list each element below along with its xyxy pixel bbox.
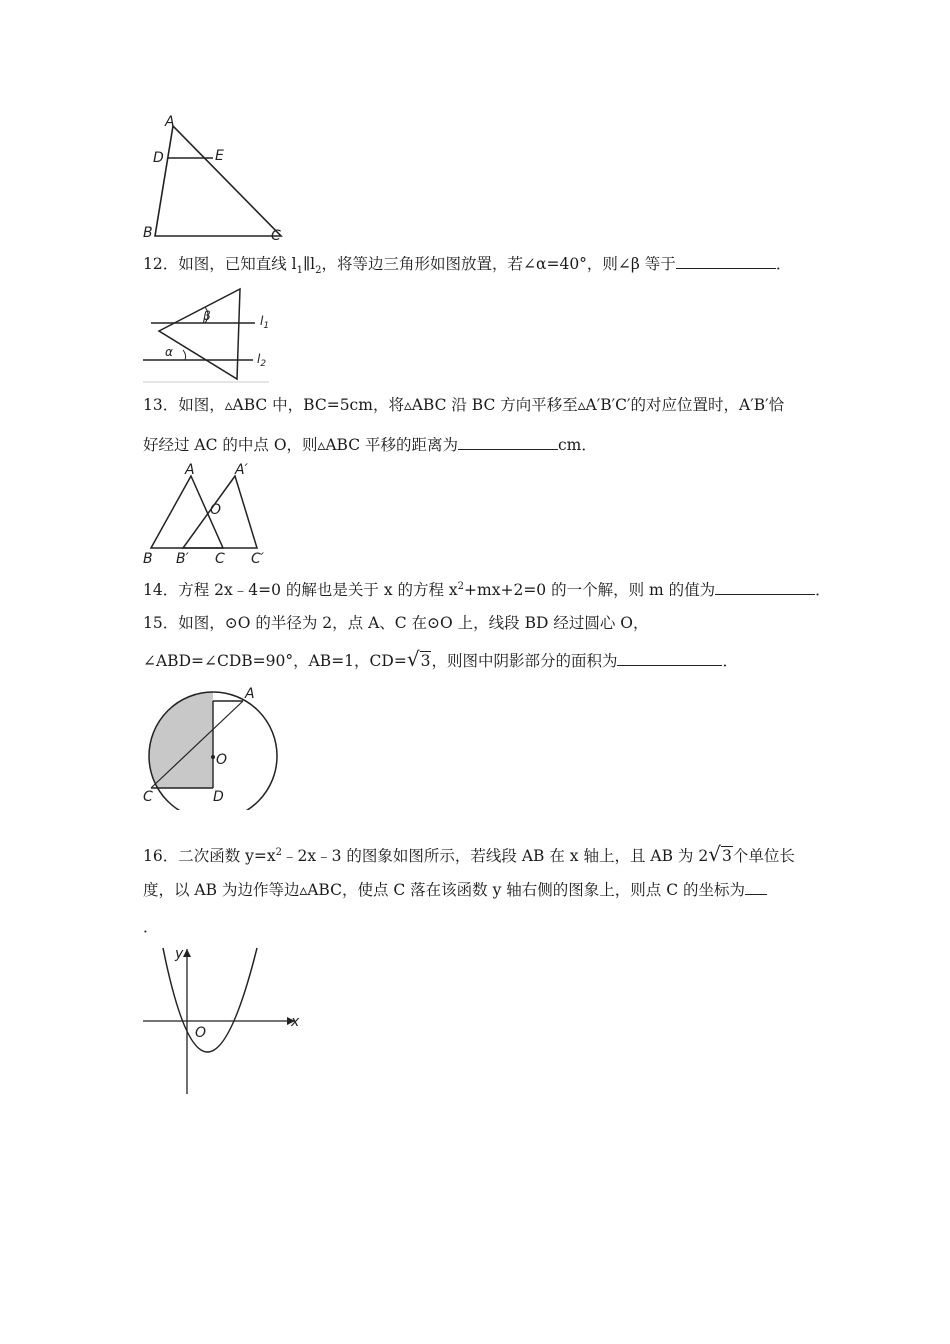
figure-translated-triangles [143,462,273,567]
label-b: B [143,225,153,241]
question-16-line-1: 16．二次函数 $y=x^2﹣2x﹣3$ 的图象如图所示，若线段 AB 在 x 轴上，且 AB 为 2√3个单位长 [143,842,795,867]
label-beta: β [203,309,211,323]
label-x: x [291,1014,300,1030]
label-a: A [185,462,195,478]
answer-blank[interactable] [745,878,767,895]
label-b: B [143,551,153,567]
question-15-line-2: ∠ABD=∠CDB=90°，AB=1，CD=√3，则图中阴影部分的面积为 ． [143,647,738,671]
question-14: 14．方程 2x﹣4=0 的解也是关于 x 的方程 $x^2+mx+2=0$ 的一个解，则 m 的值为 ． [143,576,831,601]
label-c-prime: C′ [251,551,264,567]
label-l2: $l_2$ [257,352,267,369]
answer-blank[interactable] [676,252,776,269]
question-13-line-2: 好经过 AC 的中点 O，则▵ABC 平移的距离为 cm． [143,433,597,456]
question-16-line-3: ． [143,918,159,936]
answer-blank[interactable] [617,649,722,666]
figure-parallel-lines [143,285,278,383]
answer-blank[interactable] [458,433,558,450]
label-c: C [215,551,225,567]
label-e: E [215,148,224,164]
figure-parabola [143,944,303,1096]
figure-circle-shaded [143,684,283,810]
question-15-line-1: 15．如图，⊙O 的半径为 2，点 A、C 在⊙O 上，线段 BD 经过圆心 O， [143,614,649,632]
label-d: D [153,150,164,166]
question-12: 12．如图，已知直线 $l_1\parallel l_2$，将等边三角形如图放置，若∠α=40°，则∠β 等于 ． [143,252,791,282]
label-l1: $l_1$ [260,314,270,331]
question-13-line-1: 13．如图，▵ABC 中，BC=5cm，将▵ABC 沿 BC 方向平移至▵A′B′C′的对应位置时，A′B′恰 [143,396,785,414]
label-origin: O [195,1025,207,1041]
label-a-prime: A′ [235,462,248,478]
question-16-line-2: 度，以 AB 为边作等边▵ABC，使点 C 落在该函数 y 轴右侧的图象上，则点 C 的坐标为 [143,878,767,901]
label-o: O [210,502,222,518]
figure-triangle-ade [143,112,288,242]
label-c: C [271,228,281,242]
label-a: A [245,686,255,702]
label-o: O [216,752,228,768]
label-c: C [143,789,153,805]
answer-blank[interactable] [715,578,815,595]
label-b-prime: B′ [176,551,189,567]
label-a: A [165,114,175,130]
label-alpha: α [165,345,173,359]
label-y: y [175,946,184,962]
label-d: D [213,789,224,805]
